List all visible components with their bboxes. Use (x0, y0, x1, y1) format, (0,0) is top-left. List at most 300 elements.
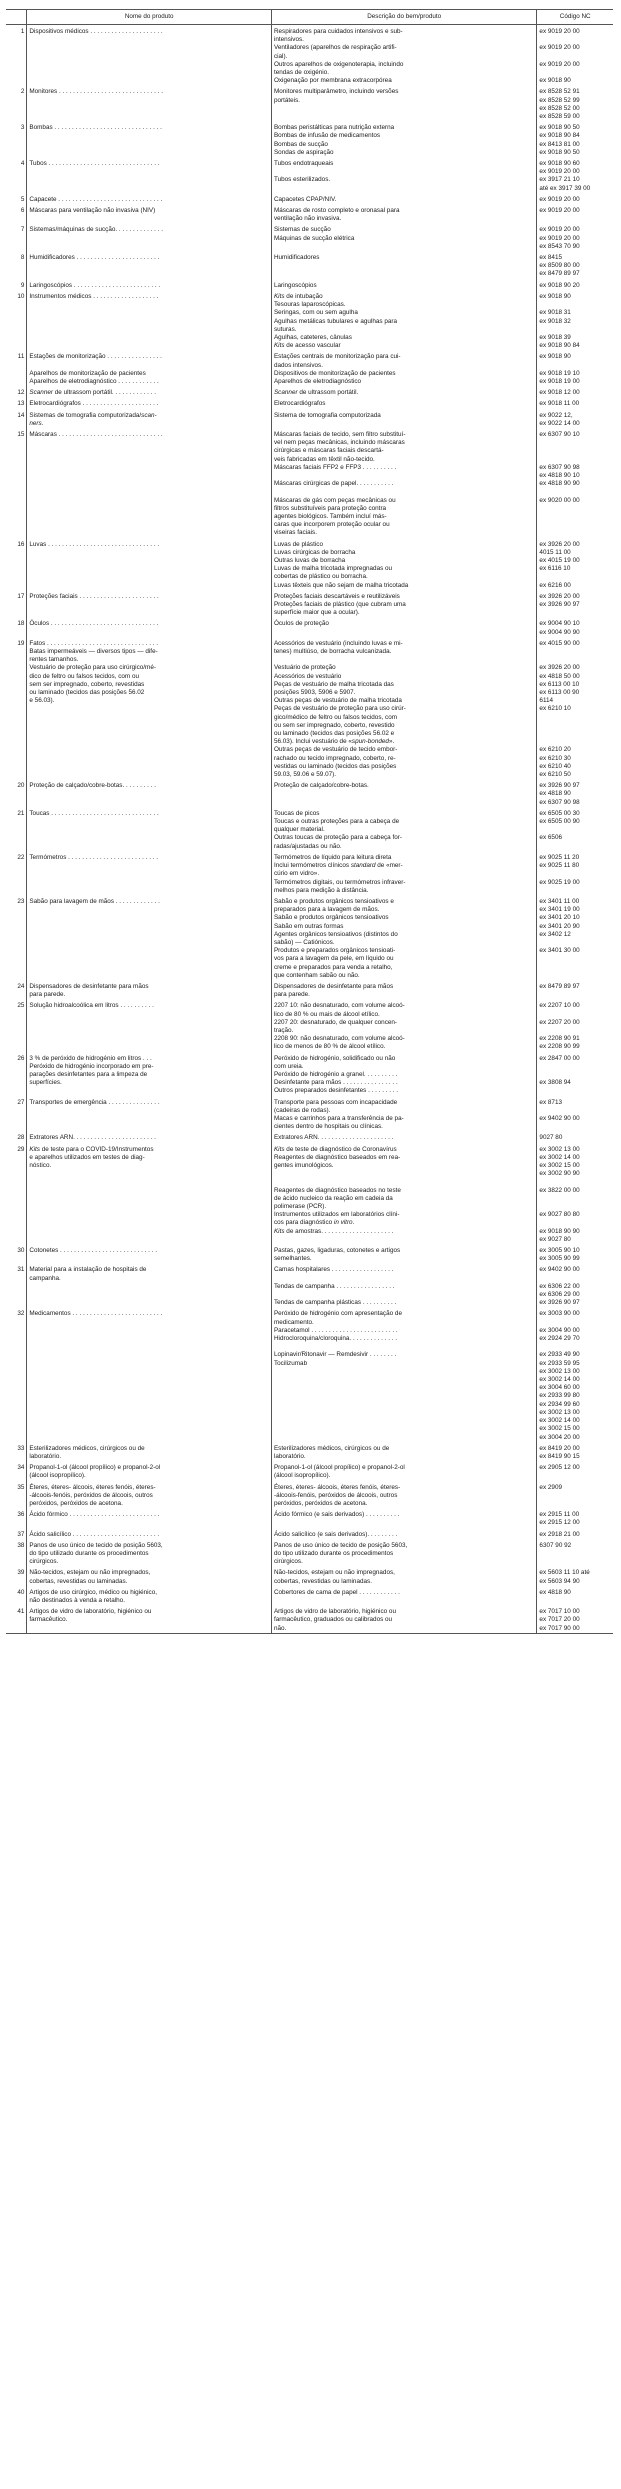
description-line: Transporte para pessoas com incapacidade (273, 1098, 398, 1106)
product-name-line: farmacêutico. (29, 1616, 68, 1624)
nc-code-line (539, 843, 611, 851)
description-cell (271, 193, 536, 204)
row-number: 5 (6, 193, 27, 204)
product-name-cell (27, 779, 272, 807)
row-number: 30 (6, 1244, 27, 1263)
nc-code-cell (537, 538, 613, 590)
description-line: Termómetros digitais, ou termómetros infraver- (273, 878, 406, 886)
description-line: Laringoscópios (273, 281, 317, 289)
product-name-cell (27, 1481, 272, 1509)
nc-code-cell (537, 204, 613, 223)
product-name-cell (27, 1442, 272, 1461)
product-name-line: Panos de uso único de tecido de posição 5603, (29, 1541, 163, 1549)
row-number: 23 (6, 895, 27, 980)
nc-code-line: ex 6210 30 (539, 754, 571, 762)
row-number: 28 (6, 1131, 27, 1142)
description-line: Máscaras de rosto completo e oronasal para (273, 207, 400, 215)
product-name-cell (27, 1566, 272, 1585)
row-number: 40 (6, 1586, 27, 1605)
nc-code-line: ex 7017 90 00 (539, 1624, 580, 1632)
nc-code-line (539, 1027, 611, 1035)
description-cell (271, 1244, 536, 1263)
nc-code-line: ex 9004 90 90 (539, 628, 580, 636)
row-number: 26 (6, 1052, 27, 1096)
nc-code-line: ex 4818 90 90 (539, 480, 580, 488)
nc-code-line: ex 3926 20 00 (539, 664, 580, 672)
product-name-line: Tubos . . . . . . . . . . . . . . . . . . . . . . . . . . . . . . . . (29, 160, 160, 168)
description-line: Eletrocardiógrafos (273, 400, 326, 408)
table-row (6, 1605, 613, 1633)
nc-code-line: ex 6306 29 00 (539, 1291, 580, 1299)
table-row (6, 290, 613, 350)
product-name-line: Esterilizadores médicos, cirúrgicos ou de (29, 1444, 145, 1452)
nc-code-line: ex 3005 90 99 (539, 1255, 580, 1263)
description-line: dados intensivos. (273, 361, 323, 369)
product-name-cell (27, 1307, 272, 1441)
nc-code-line: ex 9018 39 (539, 333, 571, 341)
nc-code-line (539, 362, 611, 370)
description-cell (271, 397, 536, 408)
description-line: Reagentes de diagnóstico baseados em rea- (273, 1153, 401, 1161)
nc-code-line: 9027 80 (539, 1134, 563, 1142)
description-line: Termómetros de líquido para leitura direta (273, 853, 392, 861)
table-row (6, 1481, 613, 1509)
nc-code-line (539, 1087, 611, 1095)
nc-code-line: ex 2208 90 99 (539, 1043, 580, 1051)
product-name-line: peróxidos, peróxidos de acetona. (29, 1499, 123, 1507)
nc-code-line: ex 3005 90 10 (539, 1247, 580, 1255)
table-row (6, 637, 613, 779)
description-line: gentes imunológicos. (273, 1162, 334, 1169)
nc-code-line (539, 738, 611, 746)
nc-code-line (539, 714, 611, 722)
product-name-line: superfícies. (29, 1079, 62, 1087)
nc-code-line: ex 8543 70 90 (539, 242, 580, 250)
row-number: 20 (6, 779, 27, 807)
nc-code-cell (537, 251, 613, 279)
description-line: Ácido salicílico (e sais derivados). . . . . . . . . (273, 1530, 398, 1538)
nc-code-line: ex 6113 00 10 (539, 680, 580, 688)
table-row (6, 895, 613, 980)
description-line: Kits de acesso vascular (273, 342, 341, 350)
description-cell (271, 590, 536, 618)
description-line: Máscaras faciais FFP2 e FFP3 . . . . . . . . . . (273, 463, 397, 471)
nc-code-line: ex 3401 11 00 (539, 897, 580, 905)
description-line: (cadeiras de rodas). (273, 1106, 331, 1114)
description-line: sabão) — Catiónicos. (273, 938, 335, 946)
description-line: Éteres, éteres- álcoois, éteres fenóis, éteres- (273, 1483, 401, 1491)
product-name-line: Vestuário de proteção para uso cirúrgico/mé- (29, 664, 156, 672)
table-row (6, 204, 613, 223)
nc-code-line: ex 2905 12 00 (539, 1464, 580, 1472)
nc-code-line: ex 3002 13 00 (539, 1145, 580, 1153)
product-name-line: Aparelhos de monitorização de pacientes (29, 369, 146, 377)
description-line: 2207 10: não desnaturado, com volume alcoó- (273, 1002, 405, 1010)
description-line: Peróxido de hidrogénio a granel. . . . . . . . . . (273, 1070, 398, 1078)
product-name-cell (27, 350, 272, 386)
product-name-cell (27, 1605, 272, 1633)
product-name-line: Proteções faciais . . . . . . . . . . . . . . . . . . . . . . . (29, 592, 159, 600)
description-line: suturas. (273, 325, 297, 333)
nc-code-line (539, 730, 611, 738)
nc-code-line: ex 2847 00 00 (539, 1054, 580, 1062)
description-line: tendas de oxigénio. (273, 69, 329, 77)
description-line: Macas e carrinhos para a transferência de pa- (273, 1114, 404, 1122)
description-line: Peróxido de hidrogénio com apresentação de (273, 1310, 402, 1318)
description-line: Respiradores para cuidados intensivos e sub- (273, 28, 403, 35)
description-line: Máscaras faciais de tecido, sem filtro substituí- (273, 430, 406, 438)
description-line: agentes biológicos. Também incluí más- (273, 512, 387, 520)
nc-code-line: ex 8509 80 00 (539, 262, 580, 270)
row-number: 33 (6, 1442, 27, 1461)
description-line: medicamento. (273, 1318, 314, 1326)
table-row (6, 1539, 613, 1567)
description-line: posições 5903, 5906 e 5907. (273, 689, 356, 697)
nc-code-cell (537, 617, 613, 636)
table-row (6, 1566, 613, 1585)
row-number: 24 (6, 980, 27, 999)
description-line: Máscaras de gás com peças mecânicas ou (273, 496, 396, 504)
nc-code-line (539, 870, 611, 878)
product-name-line: Kits de teste para o COVID-19/Instrumentos (29, 1145, 154, 1153)
description-line: Bombas de infusão de medicamentos (273, 132, 381, 140)
nc-code-cell (537, 290, 613, 350)
nc-code-line (539, 826, 611, 834)
description-line: preparados para a lavagem de mãos. (273, 906, 380, 914)
description-line: Humidificadores (273, 254, 320, 262)
description-line: Luvas têxteis que não sejam de malha tricotada (273, 581, 409, 589)
description-line: 59.03, 59.06 e 59.07). (273, 771, 337, 779)
product-name-line: cirúrgicos. (29, 1558, 59, 1566)
table-row (6, 1307, 613, 1441)
description-cell (271, 279, 536, 290)
nc-code-line: ex 3004 20 00 (539, 1433, 580, 1441)
nc-code-cell (537, 999, 613, 1051)
nc-code-line: ex 3401 19 00 (539, 906, 580, 914)
products-table (6, 9, 613, 1634)
description-line: ou sem ser impregnado, coberto, revestido (273, 721, 395, 729)
description-line: Inclui termómetros clínicos standard de «mer- (273, 862, 403, 870)
product-name-line: Luvas . . . . . . . . . . . . . . . . . . . . . . . . . . . . . . . . (29, 540, 160, 548)
description-line: Estações centrais de monitorização para cui- (273, 353, 401, 361)
nc-code-line: ex 4818 90 (539, 790, 571, 798)
description-line: Sondas de aspiração (273, 148, 334, 156)
product-name-line: Ácido fórmico . . . . . . . . . . . . . . . . . . . . . . . . . . (29, 1511, 160, 1519)
description-line: (álcool isopropílico). (273, 1472, 331, 1480)
nc-code-line: ex 9018 12 00 (539, 389, 580, 397)
description-cell (271, 1096, 536, 1132)
row-number: 37 (6, 1528, 27, 1539)
nc-code-line: ex 2918 21 00 (539, 1530, 580, 1538)
nc-code-line: ex 6307 90 98 (539, 463, 580, 471)
nc-code-line: ex 9004 90 10 (539, 620, 580, 628)
product-name-line: Material para a instalação de hospitais de (29, 1266, 147, 1274)
nc-code-line (539, 1275, 611, 1283)
nc-code-line: ex 3401 20 10 (539, 914, 580, 922)
description-cell (271, 895, 536, 980)
table-row (6, 279, 613, 290)
nc-code-line: ex 9019 20 00 (539, 44, 580, 52)
nc-code-line: ex 9018 90 60 (539, 160, 580, 168)
nc-code-line: ex 9019 20 00 (539, 226, 580, 234)
table-row (6, 590, 613, 618)
product-name-line: Bombas . . . . . . . . . . . . . . . . . . . . . . . . . . . . . . . (29, 124, 162, 132)
description-line: Tocilizumab (273, 1359, 308, 1367)
description-cell (271, 290, 536, 350)
nc-code-line: ex 7017 20 00 (539, 1616, 580, 1624)
product-name-cell (27, 1096, 272, 1132)
nc-code-line: ex 8528 52 00 (539, 104, 580, 112)
description-line: qualquer material. (273, 826, 325, 834)
product-name-cell (27, 1508, 272, 1527)
nc-code-cell (537, 85, 613, 121)
description-cell (271, 1508, 536, 1527)
nc-code-line: ex 9018 90 84 (539, 342, 580, 350)
nc-code-line (539, 656, 611, 664)
product-name-cell (27, 409, 272, 428)
product-name-line (29, 362, 269, 370)
description-line: Tendas de campanha plásticas . . . . . . . . . . (273, 1299, 397, 1307)
description-line: Instrumentos utilizados em laboratórios clíni- (273, 1211, 400, 1219)
description-cell (271, 1539, 536, 1567)
product-name-cell (27, 428, 272, 538)
product-name-cell (27, 397, 272, 408)
table-row (6, 851, 613, 895)
product-name-cell (27, 538, 272, 590)
description-line: Sabão em outras formas (273, 922, 344, 930)
description-line: Acessórios de vestuário (273, 672, 342, 680)
product-name-cell (27, 251, 272, 279)
product-name-line: Máscaras para ventilação não invasiva (NIV) (29, 207, 156, 215)
header-description: Descrição do bem/produto (271, 10, 536, 25)
product-name-line: Instrumentos médicos . . . . . . . . . . . . . . . . . . . (29, 292, 159, 300)
description-line (274, 1178, 534, 1186)
description-line: Capacetes CPAP/NIV. (273, 195, 337, 203)
nc-code-line: ex 9018 32 (539, 317, 571, 325)
row-number: 41 (6, 1605, 27, 1633)
description-cell (271, 779, 536, 807)
description-line: lico de 80 % ou mais de álcool etílico. (273, 1010, 380, 1018)
nc-code-line: ex 4015 90 00 (539, 639, 580, 647)
product-name-cell (27, 1052, 272, 1096)
description-line: Tubos endotraqueais (273, 160, 334, 168)
row-number: 3 (6, 121, 27, 157)
description-cell (271, 1566, 536, 1585)
nc-code-line: ex 6210 10 (539, 705, 571, 713)
description-line: Vestuário de proteção (273, 664, 336, 672)
description-line: Acessórios de vestuário (incluindo luvas e mi- (273, 639, 403, 647)
nc-code-line: ex 3004 60 00 (539, 1384, 580, 1392)
nc-code-line: ex 3926 90 97 (539, 782, 580, 790)
nc-code-cell (537, 1131, 613, 1142)
description-line: cientes dentro de hospitais ou clínicas. (273, 1123, 383, 1131)
nc-code-line: ex 4015 19 00 (539, 556, 580, 564)
product-name-cell (27, 25, 272, 86)
nc-code-line: ex 2933 49 90 (539, 1351, 580, 1359)
nc-code-line: ex 8528 52 99 (539, 96, 580, 104)
description-line: Outros aparelhos de oxigenoterapia, incluindo (273, 60, 404, 68)
nc-code-line: ex 9018 19 10 (539, 369, 580, 377)
row-number: 4 (6, 157, 27, 193)
description-line: intensivos. (273, 36, 304, 44)
product-name-line: Eletrocardiógrafos . . . . . . . . . . . . . . . . . . . . . . (29, 400, 159, 408)
description-line: Bombas de sucção (273, 140, 328, 148)
nc-code-line: ex 6216 00 (539, 581, 571, 589)
nc-code-line: ex 9018 11 00 (539, 400, 580, 408)
row-number: 2 (6, 85, 27, 121)
description-line: cobertas, revestidas ou laminadas. (273, 1577, 372, 1585)
product-name-line: Fatos . . . . . . . . . . . . . . . . . . . . . . . . . . . . . . . . (29, 639, 159, 647)
nc-code-line (539, 1219, 611, 1227)
row-number: 16 (6, 538, 27, 590)
description-cell (271, 1481, 536, 1509)
nc-code-line: ex 2924 29 70 (539, 1335, 580, 1343)
description-line: cobertas de plástico ou borracha. (273, 573, 368, 581)
description-line (274, 488, 534, 496)
product-name-line: Proteção de calçado/cobre-botas. . . . . . . . . . (29, 782, 156, 790)
nc-code-cell (537, 386, 613, 397)
nc-code-cell (537, 428, 613, 538)
nc-code-line: ex 3003 90 00 (539, 1310, 580, 1318)
nc-code-line: ex 9018 19 00 (539, 377, 580, 385)
nc-code-line: ex 6210 50 (539, 771, 571, 779)
table-row (6, 1528, 613, 1539)
nc-code-line: ex 9018 90 (539, 353, 571, 361)
table-row (6, 538, 613, 590)
description-line: cúrio em vidro». (273, 870, 320, 878)
nc-code-line (539, 447, 611, 455)
description-cell (271, 85, 536, 121)
nc-code-line: ex 9018 90 90 (539, 1227, 580, 1235)
nc-code-line: ex 8415 (539, 254, 562, 262)
table-row (6, 617, 613, 636)
nc-code-line (539, 1343, 611, 1351)
nc-code-line: ex 3926 20 00 (539, 540, 580, 548)
table-row (6, 1131, 613, 1142)
product-name-line: Solução hidroalcoólica em litros . . . . . . . . . . (29, 1002, 154, 1010)
row-number: 10 (6, 290, 27, 350)
description-line: Proteções faciais descartáveis e reutilizáveis (273, 592, 400, 600)
product-name-line: Dispensadores de desinfetante para mãos (29, 982, 149, 990)
nc-code-line: ex 6113 00 90 (539, 689, 580, 697)
nc-code-cell (537, 350, 613, 386)
table-row (6, 1508, 613, 1527)
product-name-cell (27, 1461, 272, 1480)
description-line (274, 1291, 534, 1299)
description-line: que contenham sabão ou não. (273, 971, 360, 979)
description-cell (271, 980, 536, 999)
description-line: viseiras faciais. (273, 529, 317, 537)
description-line (274, 1170, 534, 1178)
description-line: Dispensadores de desinfetante para mãos (273, 982, 394, 990)
nc-code-line: ex 9018 90 50 (539, 124, 580, 132)
description-line: tenes) multiúso, de borracha vulcanizada. (273, 648, 392, 656)
description-line: creme e preparados para venda a retalho, (273, 963, 393, 971)
nc-code-line: ex 9019 20 00 (539, 60, 580, 68)
nc-code-line: ex 3004 90 00 (539, 1326, 580, 1334)
description-line: filtros substituíveis para proteção contra (273, 504, 387, 512)
description-cell (271, 637, 536, 779)
row-number: 18 (6, 617, 27, 636)
product-name-line: Ácido salicílico . . . . . . . . . . . . . . . . . . . . . . . . . (29, 1530, 160, 1538)
product-name-line: Óculos . . . . . . . . . . . . . . . . . . . . . . . . . . . . . . . (29, 620, 159, 628)
description-cell (271, 409, 536, 428)
nc-code-line (539, 1203, 611, 1211)
description-cell (271, 1052, 536, 1096)
row-number: 7 (6, 223, 27, 251)
description-line: Máquinas de sucção elétrica (273, 234, 355, 242)
nc-code-line: ex 9019 20 00 (539, 207, 580, 215)
product-name-line: Sistemas de tomografia computorizada/scan- (29, 411, 157, 419)
description-line: Luvas cirúrgicas de borracha (273, 548, 356, 556)
description-line: do tipo utilizado durante os procedimentos (273, 1549, 394, 1557)
nc-code-line: ex 8479 89 97 (539, 270, 580, 278)
product-name-line: Termómetros . . . . . . . . . . . . . . . . . . . . . . . . . . (29, 853, 159, 861)
product-name-line: Peróxido de hidrogénio incorporado em pre- (29, 1062, 154, 1070)
nc-code-line: ex 9025 19 00 (539, 878, 580, 886)
nc-code-line: ex 8413 81 00 (539, 140, 580, 148)
description-line: Sabão e produtos orgânicos tensioativos e (273, 897, 394, 905)
nc-code-line (539, 1178, 611, 1186)
nc-code-line (539, 326, 611, 334)
nc-code-cell (537, 1508, 613, 1527)
nc-code-line: ex 3926 90 97 (539, 601, 580, 608)
row-number: 6 (6, 204, 27, 223)
nc-code-cell (537, 637, 613, 779)
row-number: 8 (6, 251, 27, 279)
nc-code-line (539, 1195, 611, 1203)
nc-code-line: ex 9025 11 80 (539, 862, 580, 870)
header-number (6, 10, 27, 25)
description-line: Seringas, com ou sem agulha (273, 309, 358, 317)
description-line: peróxidos, peróxidos de acetona. (273, 1499, 368, 1507)
table-row (6, 1586, 613, 1605)
nc-code-line: ex 9019 20 00 (539, 195, 580, 203)
product-name-line: Sabão para lavagem de mãos . . . . . . . . . . . . . (29, 897, 160, 905)
nc-code-line: ex 3002 90 90 (539, 1170, 580, 1178)
nc-code-line: ex 8713 (539, 1098, 562, 1106)
product-name-cell (27, 193, 272, 204)
product-name-cell (27, 637, 272, 779)
nc-code-line (539, 573, 611, 581)
description-line: radas/ajustadas ou não. (273, 842, 342, 850)
table-row (6, 386, 613, 397)
description-line: Kits de amostras. . . . . . . . . . . . . . . . . . . . . (273, 1227, 394, 1235)
description-line: polimerase (PCR). (273, 1203, 327, 1211)
nc-code-line: ex 6116 10 (539, 565, 571, 573)
description-line: Hidrocloroquina/cloroquina. . . . . . . . . . . . . . (273, 1335, 398, 1343)
description-line: Lopinavir/Ritonavir — Remdesivir . . . . . . . . (273, 1351, 397, 1359)
nc-code-line: ex 3401 20 90 (539, 922, 580, 930)
nc-code-line: ex 9025 11 20 (539, 853, 580, 861)
nc-code-cell (537, 1263, 613, 1307)
description-line (274, 1343, 534, 1351)
description-line (274, 1275, 534, 1283)
nc-code-line: ex 3002 13 00 (539, 1408, 580, 1416)
description-cell (271, 807, 536, 851)
description-line: 2208 90: não desnaturado, com volume alcoó- (273, 1035, 405, 1043)
product-name-line: e aparelhos utilizados em testes de diag- (29, 1153, 145, 1161)
product-name-cell (27, 157, 272, 193)
product-name-line: Sistemas/máquinas de sucção. . . . . . . . . . . . . . (29, 226, 163, 234)
table-row (6, 1263, 613, 1307)
product-name-cell (27, 1244, 272, 1263)
table-row (6, 428, 613, 538)
description-line: Propanol-1-ol (álcool propílico) e propanol-2-ol (273, 1464, 405, 1472)
table-row (6, 1442, 613, 1461)
nc-code-line: ex 3402 12 (539, 930, 571, 938)
description-line: Toucas e outras proteções para a cabeça de (273, 818, 400, 826)
